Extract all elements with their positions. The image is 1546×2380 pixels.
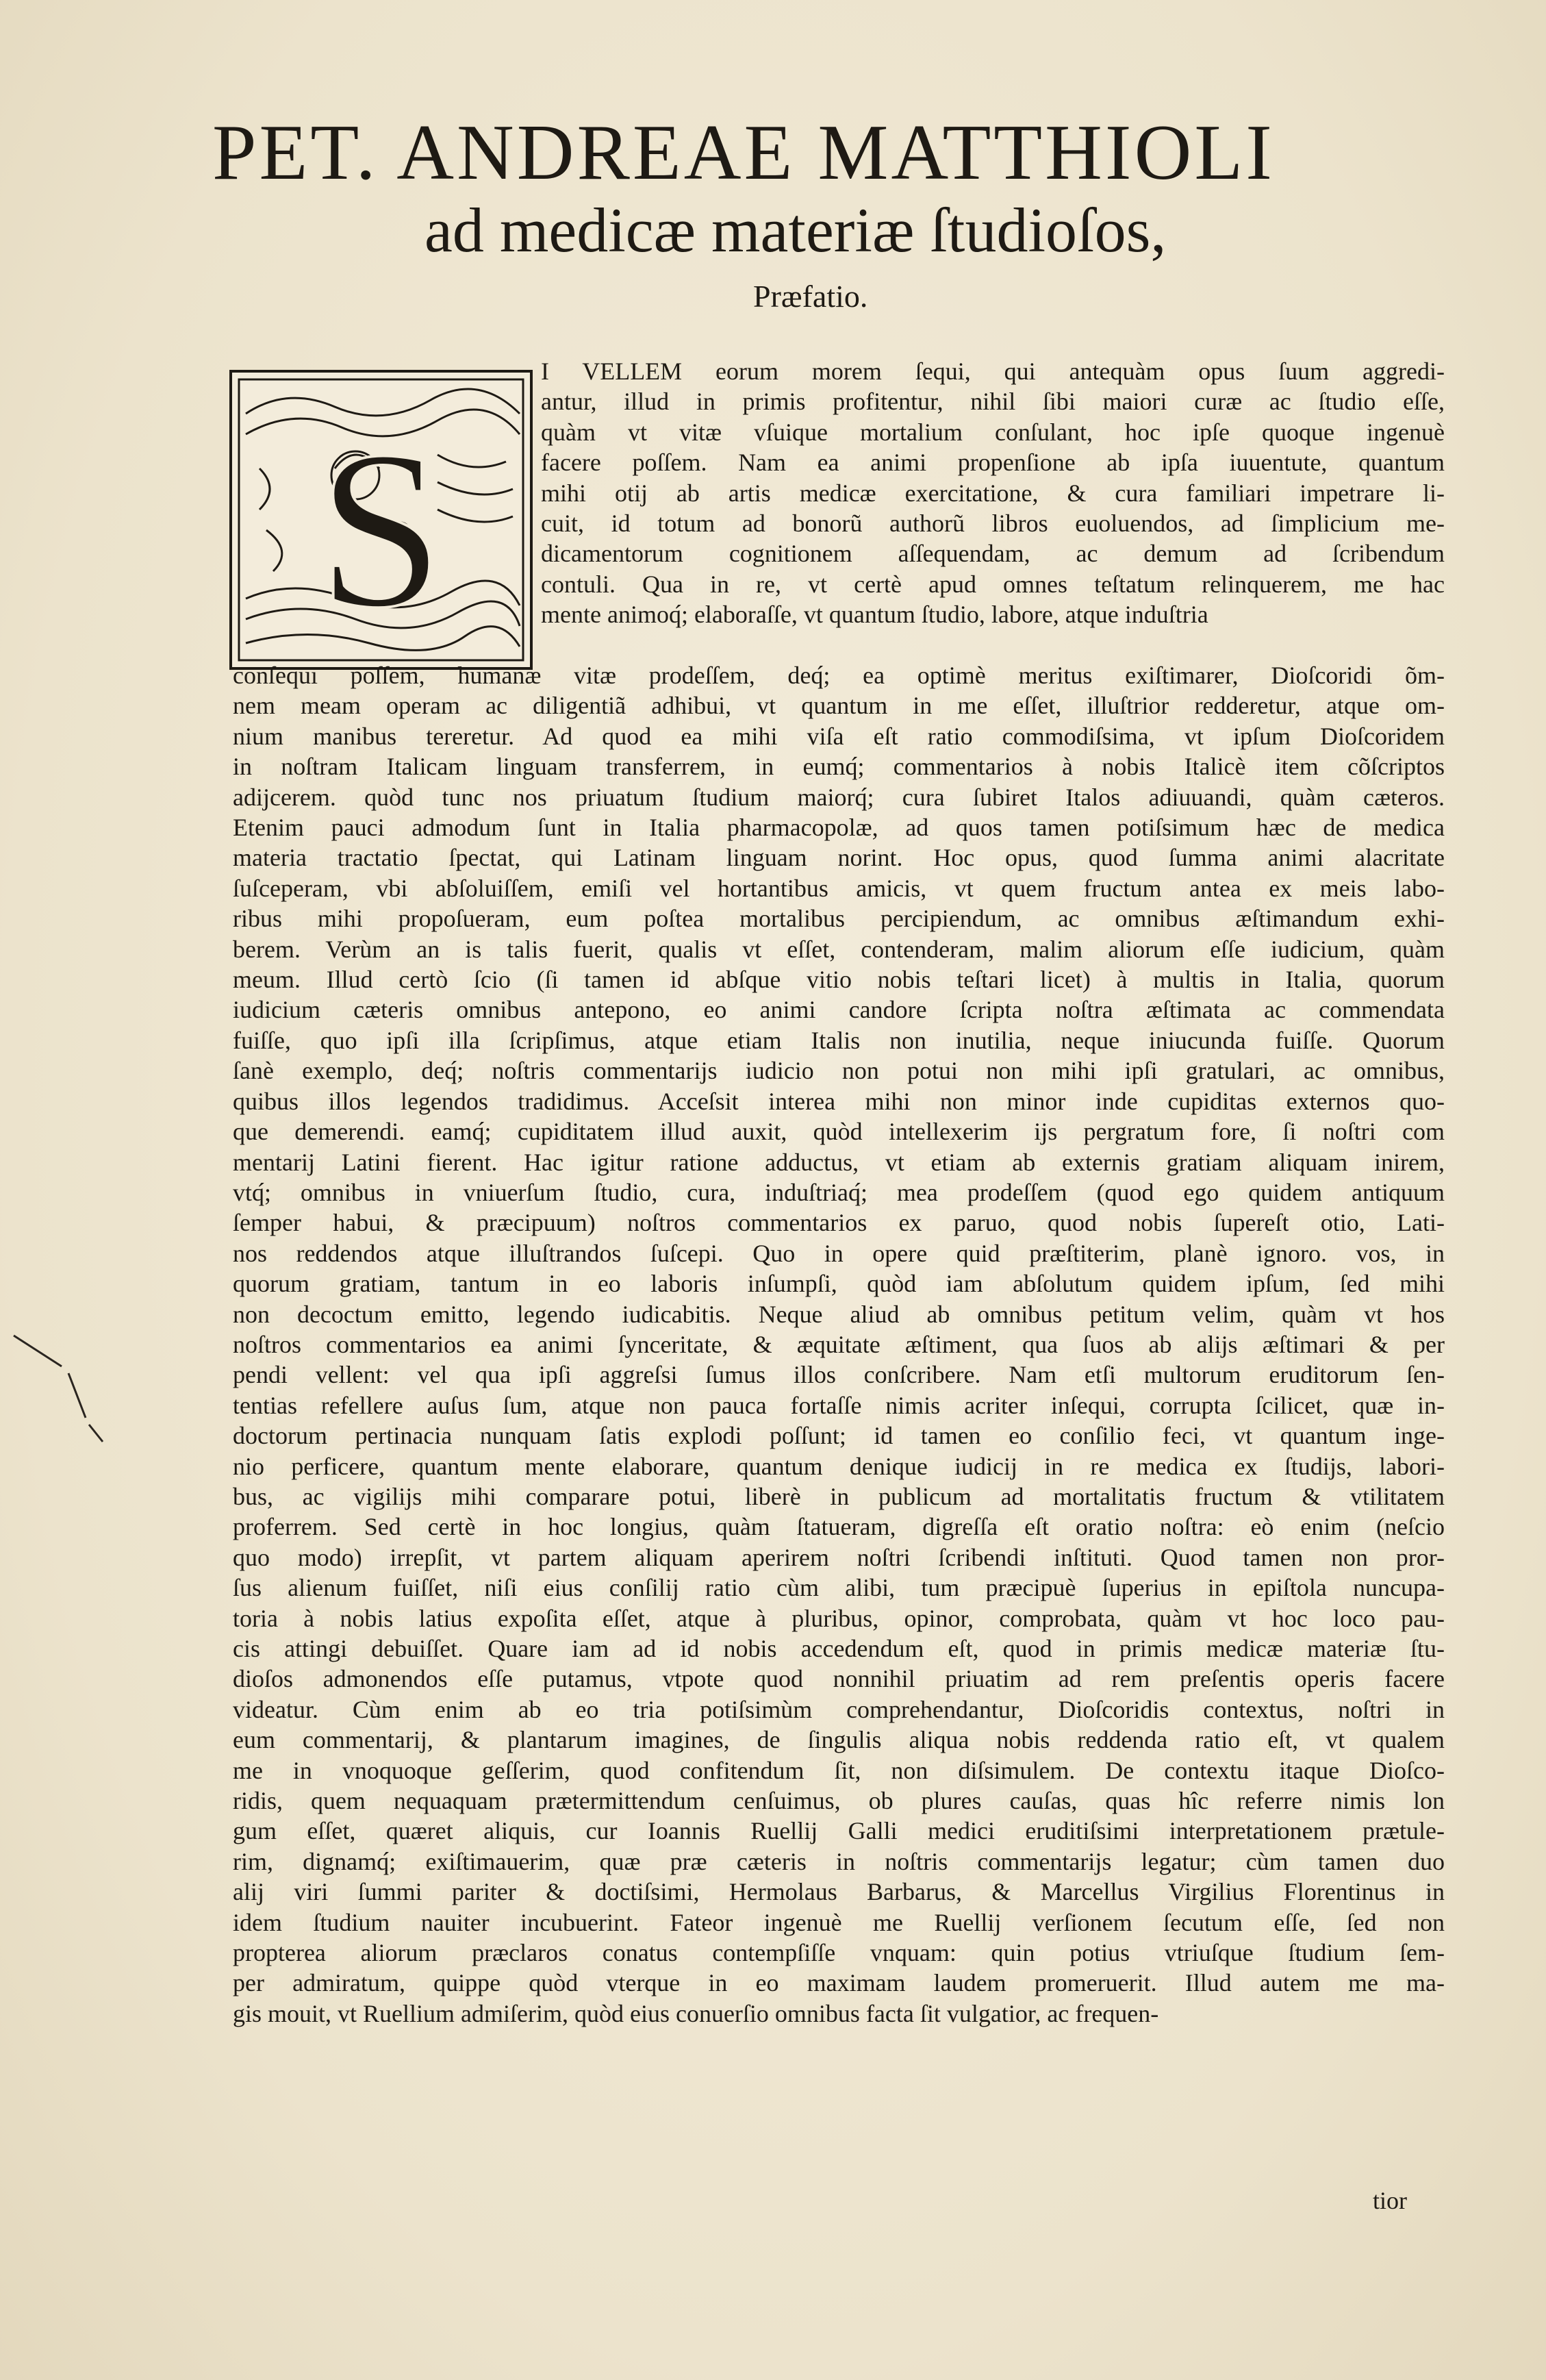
text-line: tentias refellere auſus ſum, atque non pauca fortaſſe nimis acriter inſequi, corrupta ſcilicet, quæ in- <box>233 1391 1445 1419</box>
text-line: mente animoq́; elaboraſſe, vt quantum ſtudio, labore, atque induſtria <box>541 601 1208 629</box>
text-line: quo modo) irrepſit, vt partem aliquam aperirem noſtri ſcribendi inſtituti. Quod tamen non pror- <box>233 1543 1445 1571</box>
text-line: berem. Verùm an is talis fuerit, qualis vt eſſet, contenderam, malim aliorum eſſe iudicium, quàm <box>233 935 1445 963</box>
text-line: mihi otij ab artis medicæ exercitatione, & cura familiari impetrare li- <box>541 479 1445 507</box>
text-line: que demerendi. eamq́; cupiditatem illud auxit, quòd intellexerim ijs pergratum fore, ſi noſtri com <box>233 1118 1445 1146</box>
text-line: quorum gratiam, tantum in eo laboris inſumpſi, quòd iam abſolutum quidem ipſum, ſed mihi <box>233 1270 1445 1298</box>
text-line: I VELLEM eorum morem ſequi, qui antequàm opus ſuum aggredi- <box>541 358 1445 385</box>
text-line: nium manibus tereretur. Ad quod ea mihi viſa eſt ratio commodiſsima, vt ipſum Dioſcoridem <box>233 722 1445 750</box>
text-line: meum. Illud certò ſcio (ſi tamen id abſque vitio nobis teſtari licet) à multis in Italia, quorum <box>233 966 1445 994</box>
text-line: pendi vellent: vel qua ipſi aggreſsi ſumus illos conſcribere. Nam etſi multorum eruditorum ſen- <box>233 1361 1445 1389</box>
text-line: proferrem. Sed certè in hoc longius, quàm ſtatueram, digreſſa eſt oratio noſtra: eò enim (neſcio <box>233 1513 1445 1541</box>
text-line: vtq́; omnibus in vniuerſum ſtudio, cura, induſtriaq́; mea prodeſſem (quod ego quidem antiquum <box>233 1178 1445 1206</box>
text-line: gum eſſet, quæret aliquis, cur Ioannis Ruellij Galli medici eruditiſsimi interpretationem prætule- <box>233 1817 1445 1845</box>
text-line: in noſtram Italicam linguam transferrem, in eumq́; commentarios à nobis Italicè item cõſcriptos <box>233 753 1445 781</box>
text-line: nos reddendos atque illuſtrandos ſuſcepi. Quo in opere quid præſtiterim, planè ignoro. vos, in <box>233 1239 1445 1267</box>
page-subtitle: ad medicæ materiæ ſtudioſos, <box>424 195 1167 265</box>
text-line: quibus illos legendos tradidimus. Acceſsit interea mihi non minor inde cupiditas externos quo- <box>233 1087 1445 1115</box>
initial-letter: S <box>318 405 444 655</box>
text-line: materia tractatio ſpectat, qui Latinam linguam norint. Hoc opus, quod ſumma animi alacritate <box>233 844 1445 872</box>
text-line: nem meam operam ac diligentiã adhibui, vt quantum in me eſſet, illuſtrior redderetur, atque om- <box>233 692 1445 720</box>
text-line: Etenim pauci admodum ſunt in Italia pharmacopolæ, ad quos tamen potiſsimum hæc de medica <box>233 814 1445 842</box>
text-line: alij viri ſummi pariter & doctiſsimi, Hermolaus Barbarus, & Marcellus Virgilius Florentinus in <box>233 1878 1445 1906</box>
section-caption: Præfatio. <box>753 279 868 314</box>
catchword: tior <box>1373 2187 1407 2214</box>
text-line: fuiſſe, quo ipſi illa ſcripſimus, atque etiam Italis non inutilia, neque iniucunda fuiſſe. Quorum <box>233 1026 1445 1054</box>
margin-pen-mark <box>0 1322 137 1459</box>
text-line: ridis, quem nequaquam prætermittendum cenſuimus, ob plures cauſas, quas hîc referre nimis lon <box>233 1787 1445 1815</box>
text-line: ribus mihi propoſueram, eum poſtea mortalibus percipiendum, ac omnibus æſtimandum exhi- <box>233 905 1445 933</box>
decorated-initial <box>229 370 533 670</box>
text-line: mentarij Latini fierent. Hac igitur ratione adductus, vt etiam ab externis gratiam aliquam inirem, <box>233 1148 1445 1176</box>
page-title: PET. ANDREAE MATTHIOLI <box>212 109 1275 197</box>
first-paragraph-block <box>541 356 1445 630</box>
text-line: ſus alienum fuiſſet, niſi eius conſilij ratio cùm alibi, tum præcipuè ſuperius in epiſtola nuncupa- <box>233 1574 1445 1602</box>
text-line: ſuſceperam, vbi abſoluiſſem, emiſi vel hortantibus amicis, vt quem fructum antea ex meis labo- <box>233 874 1445 902</box>
text-line: me in vnoquoque geſſerim, quod confitendum ſit, non diſsimulem. De contextu itaque Dioſco- <box>233 1756 1445 1784</box>
text-line: noſtros commentarios ea animi ſynceritate, & æquitate æſtiment, qua ſuos ab alijs æſtimari & per <box>233 1330 1445 1358</box>
main-paragraph-block <box>233 660 1445 2029</box>
text-line: ſemper habui, & præcipuum) noſtros commentarios ex paruo, quod nobis ſupereſt otio, Lati- <box>233 1209 1445 1237</box>
text-line: per admiratum, quippe quòd vterque in eo maximam laudem promeruerit. Illud autem me ma- <box>233 1969 1445 1997</box>
text-line: videatur. Cùm enim ab eo tria potiſsimùm comprehendantur, Dioſcoridis contextus, noſtri in <box>233 1695 1445 1723</box>
ornament-illustration <box>232 373 530 667</box>
text-line: bus, ac vigilijs mihi comparare potui, liberè in publicum ad mortalitatis fructum & vtilitatem <box>233 1482 1445 1510</box>
text-line: eum commentarij, & plantarum imagines, de ſingulis aliqua nobis reddenda ratio eſt, vt qualem <box>233 1726 1445 1754</box>
text-line: rim, dignamq́; exiſtimauerim, quæ præ cæteris in noſtris commentarijs legatur; cùm tamen duo <box>233 1847 1445 1875</box>
text-line: toria à nobis latius expoſita eſſet, atque à pluribus, opinor, comprobata, quàm vt hoc loco pau- <box>233 1604 1445 1632</box>
text-line: conſequi poſſem, humanæ vitæ prodeſſem, deq́; ea optimè meritus exiſtimarer, Dioſcoridi õm- <box>233 662 1445 689</box>
text-line: contuli. Qua in re, vt certè apud omnes teſtatum relinquerem, me hac <box>541 570 1445 598</box>
text-line: gis mouit, vt Ruellium admiſerim, quòd eius conuerſio omnibus facta ſit vulgatior, ac frequen- <box>233 1999 1159 2027</box>
text-line: doctorum pertinacia nunquam ſatis explodi poſſunt; id tamen eo conſilio feci, vt quantum inge- <box>233 1422 1445 1450</box>
text-line: cuit, id totum ad bonorũ authorũ libros euoluendos, ad ſimplicium me- <box>541 510 1445 538</box>
text-line: dicamentorum cognitionem aſſequendam, ac demum ad ſcribendum <box>541 540 1445 568</box>
text-line: iudicium cæteris omnibus antepono, eo animi candore ſcripta noſtra æſtimata ac commendata <box>233 996 1445 1024</box>
text-line: dioſos admonendos eſſe putamus, vtpote quod nonnihil priuatim ad rem preſentis operis facere <box>233 1665 1445 1693</box>
text-line: idem ſtudium nauiter incubuerint. Fateor ingenuè me Ruellij verſionem ſecutum eſſe, ſed non <box>233 1908 1445 1936</box>
text-line: propterea aliorum præclaros conatus contempſiſſe vnquam: quin potius vtriuſque ſtudium ſem- <box>233 1939 1445 1967</box>
text-line: cis attingi debuiſſet. Quare iam ad id nobis accedendum eſt, quod in primis medicæ materiæ ſtu- <box>233 1635 1445 1662</box>
text-line: adijcerem. quòd tunc nos priuatum ſtudium maiorq́; cura ſubiret Italos adiuuandi, quàm cæteros. <box>233 783 1445 811</box>
text-line: ſanè exemplo, deq́; noſtris commentarijs iudicio non potui non mihi ipſi gratulari, ac omnibus, <box>233 1057 1445 1085</box>
text-line: nio perficere, quantum mente elaborare, quantum denique iudicij in re medica ex ſtudijs, labori- <box>233 1452 1445 1480</box>
text-line: antur, illud in primis profitentur, nihil ſibi maiori curæ ac ſtudio eſſe, <box>541 388 1445 416</box>
text-line: quàm vt vitæ vſuique mortalium conſulant, hoc ipſe quoque ingenuè <box>541 418 1445 446</box>
text-line: facere poſſem. Nam ea animi propenſione ab ipſa iuuentute, quantum <box>541 449 1445 477</box>
text-line: non decoctum emitto, legendo iudicabitis. Neque aliud ab omnibus petitum velim, quàm vt hos <box>233 1300 1445 1328</box>
